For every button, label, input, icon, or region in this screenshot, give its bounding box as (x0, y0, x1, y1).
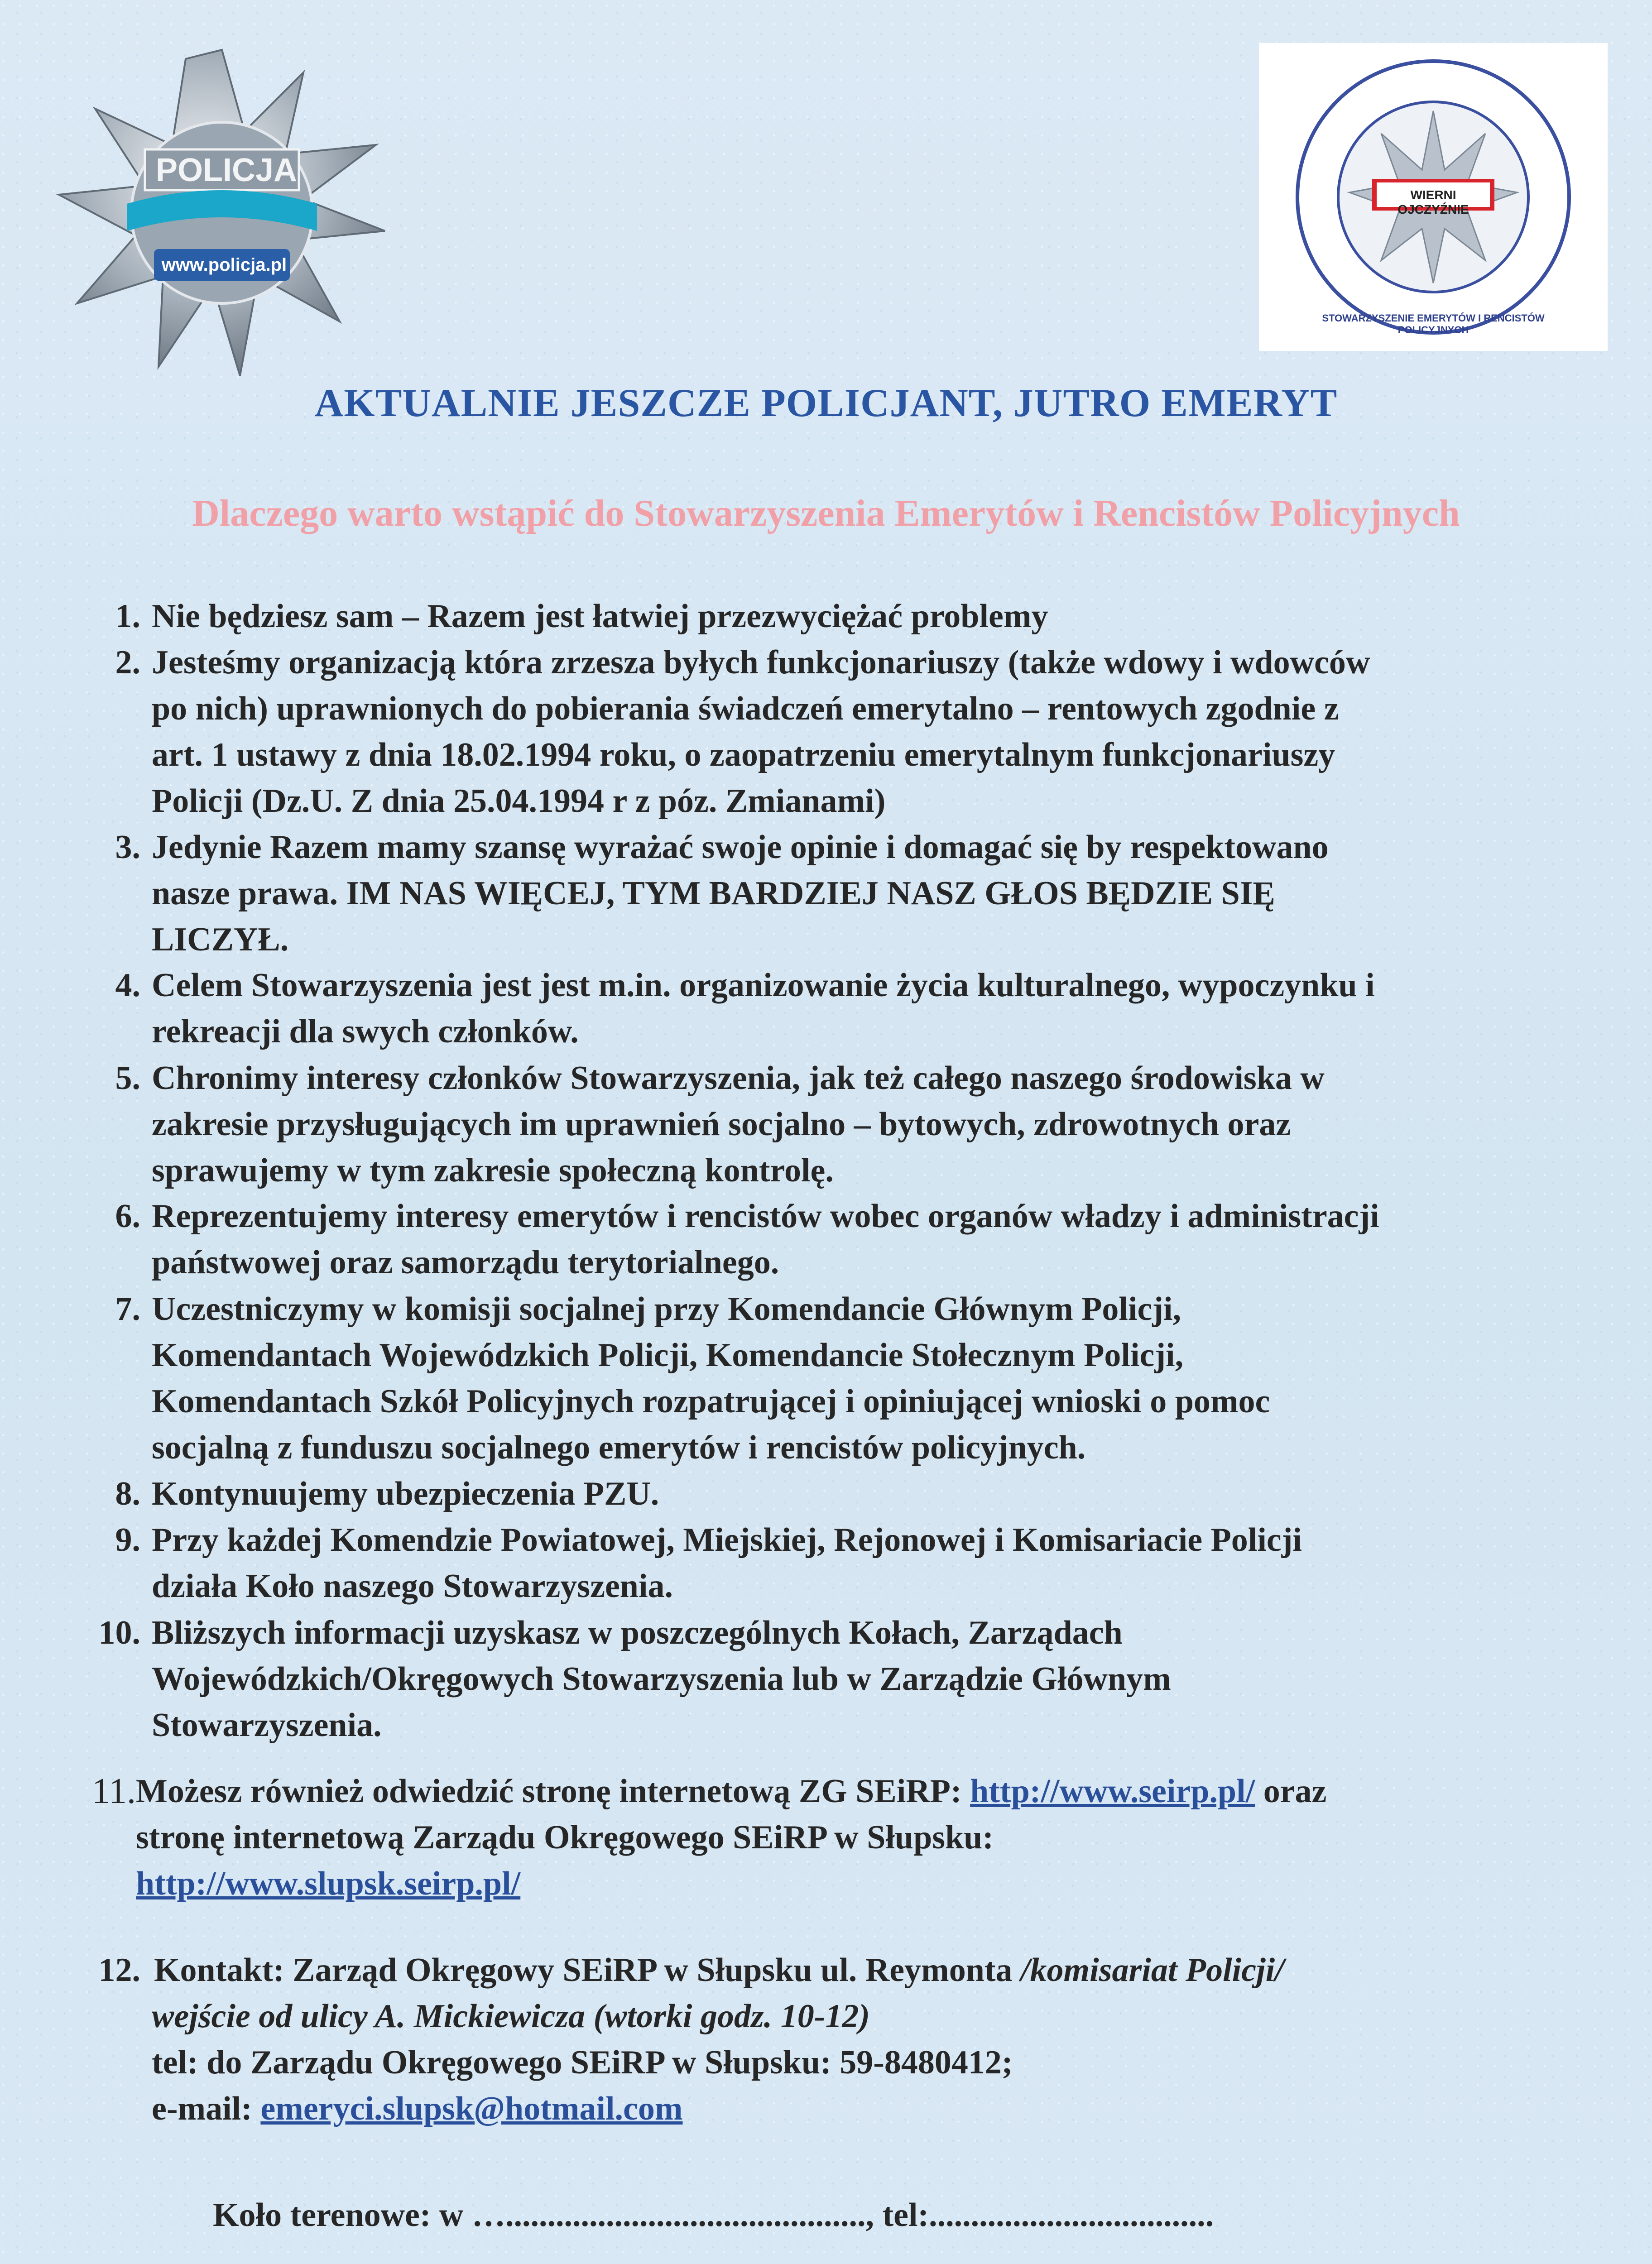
list-item-line: nasze prawa. IM NAS WIĘCEJ, TYM BARDZIEJ NASZ GŁOS BĘDZIE SIĘ (152, 875, 1275, 912)
list-item-line: Kontynuujemy ubezpieczenia PZU. (152, 1475, 659, 1512)
list-item-text (152, 1610, 1621, 1748)
contact-email-label: e-mail: (152, 2090, 261, 2127)
list-item-text (152, 1517, 1621, 1609)
contact-entrance: wejście od ulicy A. Mickiewicza (wtorki godz. 10-12) (152, 1998, 870, 2035)
list-item-number: 2. (115, 644, 140, 681)
list-item-text (152, 1055, 1621, 1194)
list-item-line: Nie będziesz sam – Razem jest łatwiej przezwyciężać problemy (152, 598, 1048, 635)
list-item-number: 3. (115, 829, 140, 866)
email-link[interactable]: emeryci.slupsk@hotmail.com (260, 2090, 683, 2127)
contact-address: Kontakt: Zarząd Okręgowy SEiRP w Słupsku ul. Reymonta (154, 1952, 1021, 1989)
stowarzyszenie-ring-text: STOWARZYSZENIE EMERYTÓW I RENCISTÓW POLICYJNYCH (1322, 312, 1545, 336)
list-item-text (152, 1193, 1621, 1285)
policja-logo-text: POLICJA (155, 152, 298, 188)
list-item-text (152, 962, 1621, 1055)
list-item-line: sprawujemy w tym zakresie społeczną kontrolę. (152, 1152, 834, 1189)
list-item-number: 1. (115, 598, 140, 635)
list-item-line: Jedynie Razem mamy szansę wyrażać swoje opinie i domagać się by respektowano (152, 829, 1329, 866)
slupsk-seirp-link[interactable]: http://www.slupsk.seirp.pl/ (136, 1865, 521, 1902)
list-item-line: Komendantach Wojewódzkich Policji, Komendancie Stołecznym Policji, (152, 1337, 1184, 1374)
seirp-link[interactable]: http://www.seirp.pl/ (970, 1773, 1255, 1810)
list-item-line: Przy każdej Komendzie Powiatowej, Miejskiej, Rejonowej i Komisariacie Policji (152, 1521, 1302, 1559)
list-item-text (152, 593, 1621, 639)
list-item-number: 8. (115, 1475, 140, 1512)
list-item-line: Uczestniczymy w komisji socjalnej przy Komendancie Głównym Policji, (152, 1290, 1181, 1328)
list-item-number: 11. (91, 1771, 136, 1811)
list-item-line: państwowej oraz samorządu terytorialnego. (152, 1244, 779, 1281)
stowarzyszenie-banner-text: WIERNI OJCZYŹNIE (1397, 188, 1469, 216)
list-item-text (152, 639, 1621, 824)
list-item-number: 6. (115, 1198, 140, 1235)
kolo-terenowe-line: Koło terenowe: w …..........................................., tel:.................................. (213, 2197, 1214, 2234)
list-item-line: Wojewódzkich/Okręgowych Stowarzyszenia lub w Zarządzie Głównym (152, 1660, 1171, 1698)
list-item-line: LICZYŁ. (152, 921, 289, 958)
list-item-number: 7. (115, 1290, 140, 1328)
list-item-number: 10. (98, 1614, 140, 1651)
contact-email (152, 2086, 683, 2132)
list-item-text (152, 1286, 1621, 1471)
list-item-line: Komendantach Szkół Policyjnych rozpatrującej i opiniującej wnioski o pomoc (152, 1383, 1270, 1420)
list-item-number: 4. (115, 967, 140, 1004)
policja-logo-url: www.policja.pl (161, 255, 287, 275)
list-item-number: 12. (98, 1952, 140, 1989)
contact-address-note: /komisariat Policji/ (1021, 1952, 1284, 1989)
list-item-line: rekreacji dla swych członków. (152, 1013, 579, 1050)
list-item-line: zakresie przysługujących im uprawnień socjalno – bytowych, zdrowotnych oraz (152, 1106, 1291, 1143)
list-item-text (152, 824, 1621, 963)
list-item-line: Chronimy interesy członków Stowarzyszenia, jak też całego naszego środowiska w (152, 1060, 1325, 1097)
page-subtitle: Dlaczego warto wstąpić do Stowarzyszenia Emerytów i Rencistów Policyjnych (192, 492, 1460, 534)
item11-text: Możesz również odwiedzić stronę internetową ZG SEiRP: (136, 1773, 970, 1810)
list-item-line: po nich) uprawnionych do pobierania świadczeń emerytalno – rentowych zgodnie z (152, 690, 1339, 727)
list-item-line: socjalną z funduszu socjalnego emerytów i rencistów policyjnych. (152, 1429, 1086, 1466)
list-item-line: Jesteśmy organizacją która zrzesza byłych funkcjonariuszy (także wdowy i wdowców (152, 644, 1370, 681)
list-item-line: Bliższych informacji uzyskasz w poszczególnych Kołach, Zarządach (152, 1614, 1123, 1651)
list-item-text (152, 1471, 1621, 1517)
item11-text-end: oraz (1255, 1773, 1327, 1810)
list-item-line: działa Koło naszego Stowarzyszenia. (152, 1568, 673, 1605)
list-item-line: Reprezentujemy interesy emerytów i rencistów wobec organów władzy i administracji (152, 1198, 1379, 1235)
page-title: AKTUALNIE JESZCZE POLICJANT, JUTRO EMERYT (314, 381, 1338, 425)
item11-line2: stronę internetową Zarządu Okręgowego SEiRP w Słupsku: (136, 1819, 994, 1856)
list-item-number: 9. (115, 1521, 140, 1559)
contact-phone: tel: do Zarządu Okręgowego SEiRP w Słupsku: 59-8480412; (152, 2044, 1013, 2081)
list-item-line: Celem Stowarzyszenia jest jest m.in. organizowanie życia kulturalnego, wypoczynku i (152, 967, 1375, 1004)
list-item-line: art. 1 ustawy z dnia 18.02.1994 roku, o zaopatrzeniu emerytalnym funkcjonariuszy (152, 736, 1335, 773)
list-item-line: Stowarzyszenia. (152, 1707, 382, 1744)
list-item-number: 5. (115, 1060, 140, 1097)
list-item-line: Policji (Dz.U. Z dnia 25.04.1994 r z póz. Zmianami) (152, 782, 886, 820)
